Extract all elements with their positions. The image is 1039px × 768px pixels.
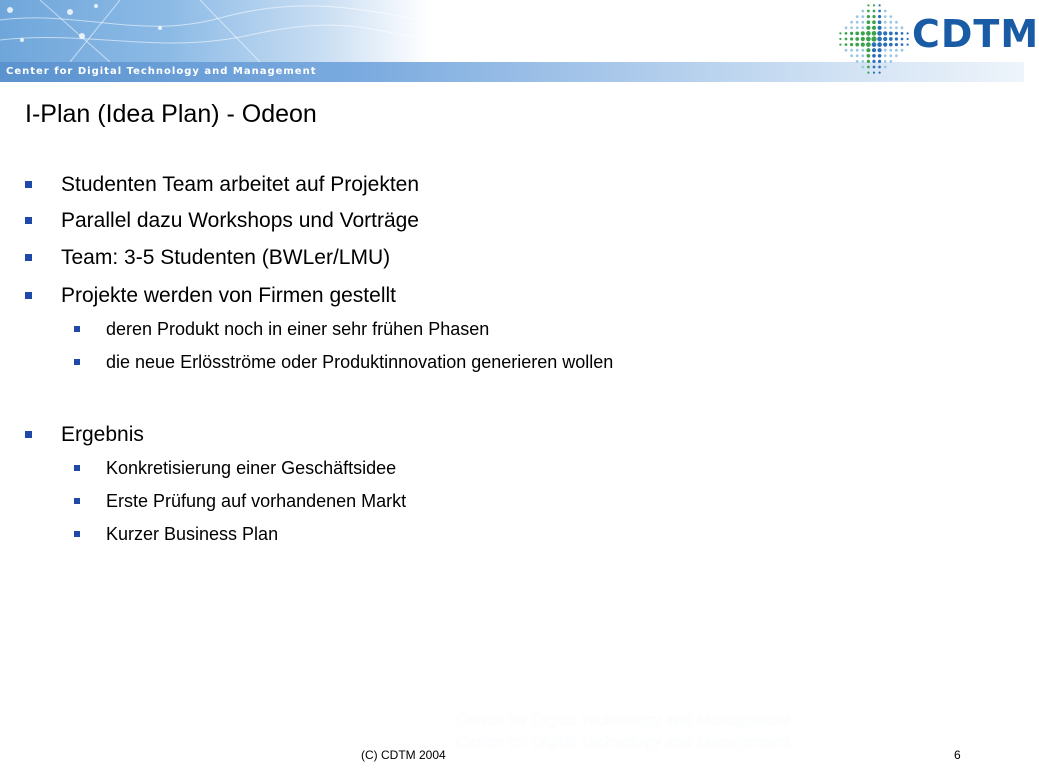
sub-bullet-marker	[74, 326, 80, 332]
footer-copyright: (C) CDTM 2004	[361, 748, 446, 762]
footer-watermark: Center for Digital Technology and Management	[456, 734, 791, 751]
logo-dot	[901, 38, 904, 41]
logo-dot	[861, 10, 864, 13]
logo-dot	[873, 66, 876, 69]
bullet-marker	[25, 254, 32, 261]
logo-dot	[901, 43, 904, 46]
logo-dot	[895, 21, 898, 24]
logo-dot	[861, 26, 864, 29]
logo-dot	[861, 49, 864, 52]
list-item: Parallel dazu Workshops und Vorträge	[61, 209, 419, 232]
logo-dot	[845, 49, 848, 52]
banner-network-art	[0, 0, 430, 62]
logo-dot	[861, 54, 864, 57]
list-item: Team: 3-5 Studenten (BWLer/LMU)	[61, 246, 391, 269]
logo-dot	[884, 49, 887, 52]
logo-dot	[889, 15, 892, 18]
logo-dot	[861, 43, 865, 47]
logo-dot	[884, 60, 887, 63]
logo-dot	[850, 54, 853, 57]
logo-dot	[850, 21, 853, 24]
logo-dot	[879, 72, 881, 74]
logo-dot	[866, 48, 870, 52]
logo-dot	[877, 37, 882, 42]
banner-graphic	[0, 0, 430, 62]
logo-dot	[850, 37, 853, 40]
logo-dot	[839, 44, 841, 46]
logo-dot	[872, 60, 875, 63]
logo-dot	[866, 42, 871, 47]
bullet-marker	[25, 431, 32, 438]
logo-dot	[889, 37, 893, 41]
logo-dot	[907, 44, 909, 46]
logo-dot	[861, 37, 865, 41]
logo-dot	[867, 66, 870, 69]
logo-dot	[872, 48, 876, 52]
logo-dot	[895, 32, 898, 35]
sub-bullet-marker	[74, 498, 80, 504]
logo-dot	[884, 15, 887, 18]
logo-dot	[907, 38, 909, 40]
logo-dot	[878, 26, 882, 30]
logo-dot	[889, 32, 893, 36]
logo-dot	[855, 32, 859, 36]
logo-dot	[856, 21, 859, 24]
logo-dot	[850, 49, 853, 52]
logo-dot	[872, 54, 876, 58]
logo-dot	[879, 4, 881, 6]
logo-dot	[861, 66, 864, 69]
logo-dot	[856, 54, 859, 57]
sub-list-item: die neue Erlösströme oder Produktinnovation generieren wollen	[106, 352, 614, 372]
logo-dot	[877, 42, 882, 47]
logo-dot	[878, 10, 881, 13]
logo-dot	[839, 32, 841, 34]
page-number: 6	[954, 748, 961, 762]
logo-dot	[901, 49, 904, 52]
logo-dot	[850, 26, 853, 29]
logo-dot	[895, 54, 898, 57]
logo-dot	[855, 43, 859, 47]
logo-dot	[883, 37, 887, 41]
logo-dot	[872, 31, 877, 36]
logo-dot	[878, 60, 881, 63]
logo-dot	[907, 32, 909, 34]
logo-dot	[845, 26, 848, 29]
banner-text: Center for Digital Technology and Management	[6, 66, 317, 77]
logo-dot	[873, 4, 875, 6]
logo-dot	[895, 43, 898, 46]
sub-list-item: deren Produkt noch in einer sehr frühen Phasen	[106, 319, 490, 339]
logo-dot	[866, 31, 871, 36]
logo-dot	[866, 37, 871, 42]
sub-bullet-marker	[74, 359, 80, 365]
logo-dot	[867, 54, 871, 58]
logo-dot	[884, 66, 887, 69]
logo-dot	[878, 48, 882, 52]
logo-dot	[901, 32, 904, 35]
logo-dot	[884, 10, 887, 13]
logo-dot	[861, 31, 865, 35]
list-item: Ergebnis	[61, 423, 144, 446]
logo-dot	[889, 26, 892, 29]
logo-dot	[845, 38, 848, 41]
sub-list-item: Kurzer Business Plan	[106, 524, 279, 544]
logo-dot	[845, 32, 848, 35]
logo-dot	[856, 26, 859, 29]
logo-dot	[878, 20, 882, 24]
logo-dot	[884, 21, 887, 24]
logo-dot	[872, 15, 875, 18]
logo-dot	[889, 43, 893, 47]
bullet-marker	[25, 181, 32, 188]
logo-dot	[856, 15, 859, 18]
logo-dot	[871, 36, 876, 41]
logo-dot	[889, 21, 892, 24]
logo-dot	[861, 60, 864, 63]
sub-list-item: Erste Prüfung auf vorhandenen Markt	[106, 491, 407, 511]
sub-bullet-marker	[74, 531, 80, 537]
logo-dot	[873, 72, 875, 74]
logo-dot	[856, 49, 859, 52]
logo-dot	[895, 37, 898, 40]
logo-dot	[861, 21, 864, 24]
logo-dot	[867, 20, 871, 24]
logo-dot	[872, 26, 876, 30]
logo-dot	[883, 31, 887, 35]
logo-dot	[867, 10, 870, 13]
bullet-marker	[25, 292, 32, 299]
logo-dot	[878, 66, 881, 69]
logo-dot	[861, 15, 864, 18]
logo-dot	[884, 26, 887, 29]
header-banner	[0, 0, 1039, 82]
logo-dot	[889, 60, 892, 63]
logo-dot	[872, 42, 877, 47]
logo-dot	[866, 26, 870, 30]
sub-bullet-marker	[74, 465, 80, 471]
bullet-marker	[25, 217, 32, 224]
logo-dot	[850, 43, 853, 46]
logo-dot	[867, 60, 870, 63]
logo-dot	[895, 26, 898, 29]
footer-watermark: Center for Digital Technology and Management	[456, 712, 791, 729]
logo-dot	[889, 54, 892, 57]
logo-dot	[867, 4, 869, 6]
logo-dot	[856, 60, 859, 63]
logo-dot	[867, 72, 869, 74]
logo-dot	[867, 15, 870, 18]
logo-dot	[878, 15, 881, 18]
logo-text: CDTM	[912, 12, 1039, 56]
logo-dot	[878, 54, 882, 58]
logo-dot	[845, 43, 848, 46]
logo-dot	[850, 32, 853, 35]
logo-dot	[884, 54, 887, 57]
list-item: Projekte werden von Firmen gestellt	[61, 284, 396, 307]
logo-dot	[901, 26, 904, 29]
logo-dot	[895, 49, 898, 52]
logo-dot	[889, 49, 892, 52]
logo-dot	[855, 37, 859, 41]
logo-dot	[873, 10, 876, 13]
slide-title: I-Plan (Idea Plan) - Odeon	[25, 100, 317, 128]
logo-dot	[872, 20, 876, 24]
sub-list-item: Konkretisierung einer Geschäftsidee	[106, 458, 397, 478]
logo-dot	[883, 43, 887, 47]
logo-dot	[839, 38, 841, 40]
list-item: Studenten Team arbeitet auf Projekten	[61, 173, 420, 196]
logo-dot	[877, 31, 882, 36]
